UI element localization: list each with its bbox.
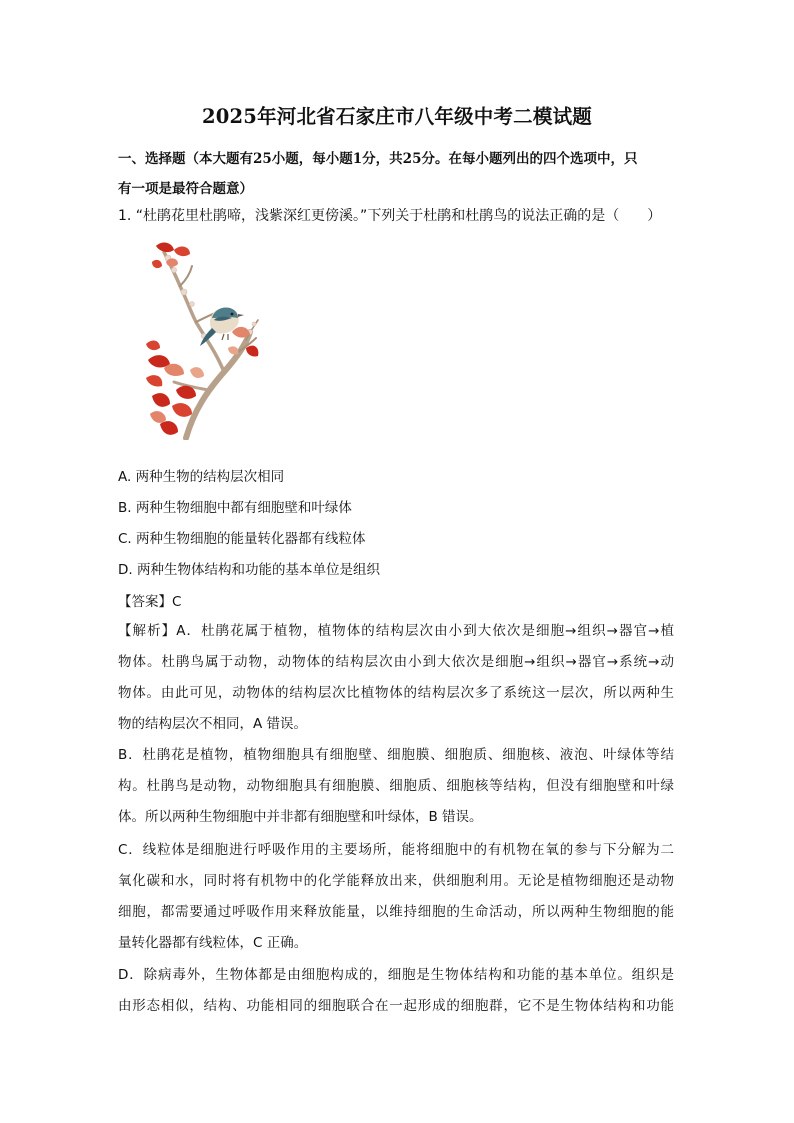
option-a: A. 两种生物的结构层次相同 <box>118 469 285 485</box>
option-b: B. 两种生物细胞中都有细胞壁和叶绿体 <box>118 500 352 516</box>
section-header-line-1: 一、选择题（本大题有25小题，每小题1分，共25分。在每小题列出的四个选项中，只 <box>118 151 638 167</box>
analysis-line: 物体。杜鹃鸟属于动物，动物体的结构层次由小到大依次是细胞→组织→器官→系统→动 <box>118 654 674 670</box>
top-petals <box>152 243 190 269</box>
analysis-line: 【解析】A．杜鹃花属于植物，植物体的结构层次由小到大依次是细胞→组织→器官→植 <box>118 623 674 639</box>
analysis-line: 氧化碳和水，同时将有机物中的化学能释放出来，供细胞利用。无论是植物细胞还是动物 <box>118 873 674 889</box>
analysis-line: 物体。由此可见，动物体的结构层次比植物体的结构层次多了系统这一层次，所以两种生 <box>118 685 674 701</box>
analysis-line: B．杜鹃花是植物，植物细胞具有细胞壁、细胞膜、细胞质、细胞核、液泡、叶绿体等结 <box>118 747 674 763</box>
bird-on-azalea-branch-painting <box>146 240 260 440</box>
analysis-line: 由形态相似，结构、功能相同的细胞联合在一起形成的细胞群，它不是生物体结构和功能 <box>118 998 674 1014</box>
analysis-line: D．除病毒外，生物体都是由细胞构成的，细胞是生物体结构和功能的基本单位。组织是 <box>118 967 674 983</box>
analysis-line: 体。所以两种生物细胞中并非都有细胞壁和叶绿体，B 错误。 <box>118 809 483 825</box>
option-d: D. 两种生物体结构和功能的基本单位是组织 <box>118 562 380 578</box>
analysis-paragraph-d <box>118 960 674 1022</box>
analysis-line: 量转化器都有线粒体，C 正确。 <box>118 935 308 951</box>
main-branch <box>186 332 250 438</box>
option-c: C. 两种生物细胞的能量转化器都有线粒体 <box>118 531 366 547</box>
answer-line: 【答案】C <box>118 594 182 610</box>
question-stem: 1. “杜鹃花里杜鹃啼，浅紫深红更傍溪。”下列关于杜鹃和杜鹃鸟的说法正确的是（ ） <box>118 208 662 224</box>
analysis-line: 物的结构层次不相同，A 错误。 <box>118 716 308 732</box>
analysis-paragraph-a <box>118 616 674 740</box>
analysis-line: C．线粒体是细胞进行呼吸作用的主要场所，能将细胞中的有机物在氧的参与下分解为二 <box>118 842 674 858</box>
section-header-line-2: 有一项是最符合题意） <box>118 181 253 197</box>
analysis-line: 细胞，都需要通过呼吸作用来释放能量，以维持细胞的生命活动，所以两种生物细胞的能 <box>118 904 674 920</box>
bird <box>200 307 244 346</box>
section-header <box>118 144 678 204</box>
analysis-paragraph-b <box>118 740 674 833</box>
analysis-paragraph-c <box>118 835 674 959</box>
page-title: 2025年河北省石家庄市八年级中考二模试题 <box>202 105 592 128</box>
twig-2 <box>180 266 192 286</box>
analysis-line: 构。杜鹃鸟是动物，动物细胞具有细胞膜、细胞质、细胞核等结构，但没有细胞壁和叶绿 <box>118 778 674 794</box>
